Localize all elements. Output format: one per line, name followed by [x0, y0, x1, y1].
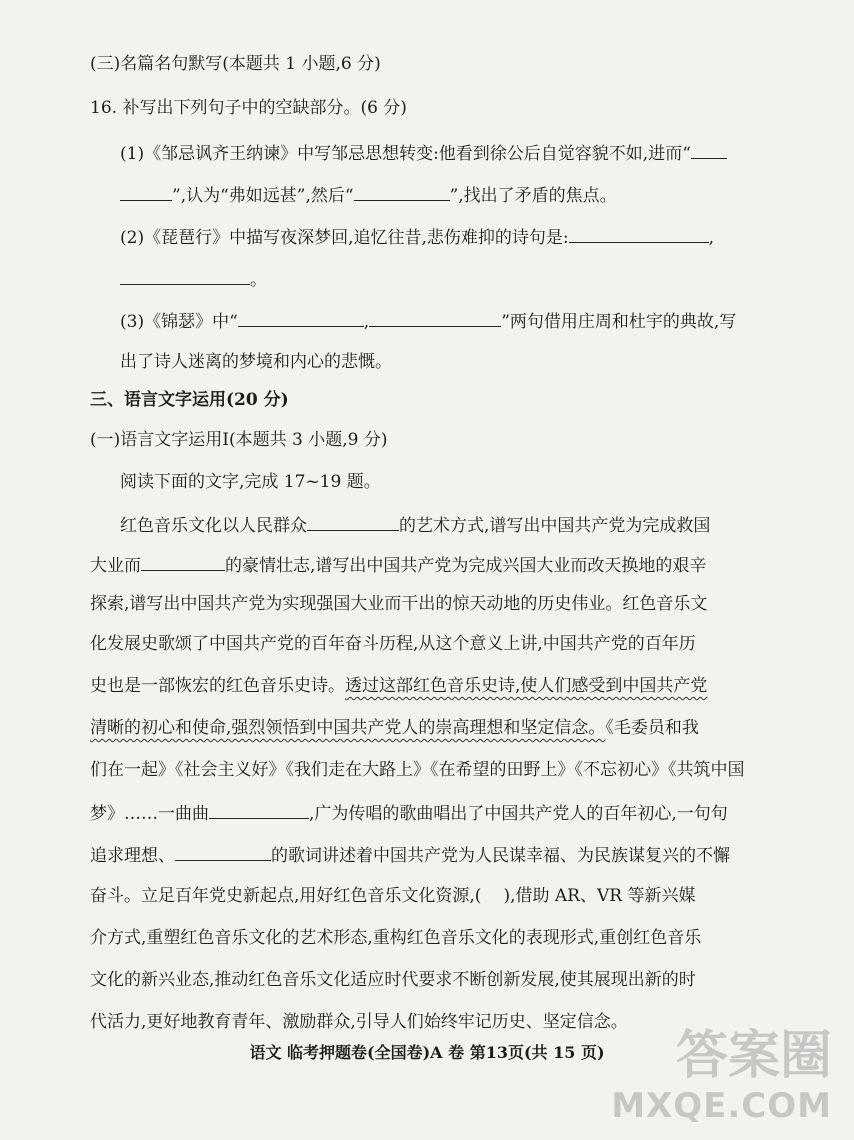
q16-item-1-text-b: ”,认为“弗如远甚”,然后“	[172, 186, 354, 206]
answer-blank[interactable]	[209, 800, 309, 819]
passage-line	[90, 674, 707, 698]
answer-blank[interactable]	[691, 140, 727, 159]
passage-text: 梦》……一曲曲	[90, 804, 209, 824]
q16-item-1-line-1	[120, 140, 727, 166]
passage-text: ,广为传唱的歌曲唱出了中国共产党人的百年初心,一句句	[309, 804, 728, 824]
passage-line: 代活力,更好地教育青年、激励群众,引导人们始终牢记历史、坚定信念。	[90, 1012, 628, 1032]
q16-item-1-text-c: ”,找出了矛盾的焦点。	[449, 186, 617, 206]
answer-blank[interactable]	[175, 842, 271, 861]
passage-line	[90, 884, 695, 908]
answer-blank[interactable]	[120, 182, 172, 201]
q16-item-2-text-b: ,	[708, 228, 715, 248]
answer-blank[interactable]	[369, 308, 501, 327]
answer-blank[interactable]	[307, 512, 399, 531]
answer-blank[interactable]	[120, 266, 250, 285]
passage-text: 大业而	[90, 556, 141, 576]
wavy-underlined-sentence: 清晰的初心和使命,强烈领悟到中国共产党人的崇高理想和坚定信念。	[90, 718, 606, 738]
q16-item-3-line-2: 出了诗人迷离的梦境和内心的悲慨。	[120, 352, 392, 372]
passage-text: 的艺术方式,谱写出中国共产党为完成救国	[399, 516, 711, 536]
site-watermark	[611, 1016, 846, 1134]
passage-text: 奋斗。立足百年党史新起点,用好红色音乐文化资源,(	[90, 886, 482, 906]
question-16-title: 16. 补写出下列句子中的空缺部分。(6 分)	[90, 98, 407, 118]
passage-line: 介方式,重塑红色音乐文化的艺术形态,重构红色音乐文化的表现形式,重创红色音乐	[90, 928, 702, 948]
q16-item-3-text-b: ,	[363, 312, 370, 332]
q16-item-2-text-a: (2)《琵琶行》中描写夜深梦回,追忆往昔,悲伤难抑的诗句是:	[120, 228, 569, 248]
passage-line	[90, 552, 706, 578]
passage-line	[120, 512, 710, 538]
q16-item-2-text-c: 。	[250, 270, 267, 290]
passage-line: 们在一起》《社会主义好》《我们走在大路上》《在希望的田野上》《不忘初心》《共筑中国	[90, 760, 745, 780]
section-3-1-heading: (一)语言文字运用Ⅰ(本题共 3 小题,9 分)	[90, 430, 388, 450]
q16-item-2-line-2	[120, 266, 267, 292]
passage-text: 追求理想、	[90, 846, 175, 866]
q16-item-3-line-1	[120, 308, 736, 334]
passage-line: 探索,谱写出中国共产党为实现强国大业而干出的惊天动地的历史伟业。红色音乐文	[90, 594, 708, 614]
q16-item-3-text-a: (3)《锦瑟》中“	[120, 312, 238, 332]
answer-blank[interactable]	[354, 182, 450, 201]
section-3-heading: 三、语言文字运用(20 分)	[90, 390, 289, 410]
passage-text: 史也是一部恢宏的红色音乐史诗。	[90, 676, 345, 696]
wavy-underlined-sentence: 透过这部红色音乐史诗,使人们感受到中国共产党	[345, 676, 708, 696]
q16-item-2-line-1	[120, 224, 714, 250]
passage-text: ),借助 AR、VR 等新兴媒	[503, 886, 696, 906]
passage-line: 化发展史歌颂了中国共产党的百年奋斗历程,从这个意义上讲,中国共产党的百年历	[90, 634, 696, 654]
passage-text: 红色音乐文化以人民群众	[120, 516, 307, 536]
q16-item-1-line-2	[120, 182, 617, 208]
passage-line	[90, 800, 728, 826]
page-footer: 语文 临考押题卷(全国卷)A 卷 第13页(共 15 页)	[249, 1043, 605, 1062]
answer-blank[interactable]	[569, 224, 709, 243]
passage-text: 的歌词讲述着中国共产党为人民谋幸福、为民族谋复兴的不懈	[271, 846, 730, 866]
answer-blank[interactable]	[141, 552, 225, 571]
passage-line	[90, 716, 699, 740]
passage-text: 《毛委员和我	[605, 718, 699, 738]
section-3-subheading: (三)名篇名句默写(本题共 1 小题,6 分)	[90, 54, 381, 74]
q16-item-1-text-a: (1)《邹忌讽齐王纳谏》中写邹忌思想转变:他看到徐公后自觉容貌不如,进而“	[120, 144, 691, 164]
watermark-url: MXQE.COM	[611, 1086, 832, 1126]
passage-line: 文化的新兴业态,推动红色音乐文化适应时代要求不断创新发展,使其展现出新的时	[90, 970, 696, 990]
reading-instruction: 阅读下面的文字,完成 17~19 题。	[120, 472, 381, 492]
passage-text: 的豪情壮志,谱写出中国共产党为完成兴国大业而改天换地的艰辛	[225, 556, 707, 576]
answer-blank[interactable]	[238, 308, 364, 327]
passage-line	[90, 842, 730, 868]
q16-item-3-text-c: ”两句借用庄周和杜宇的典故,写	[501, 312, 737, 332]
watermark-logo: 答案圈	[675, 1026, 832, 1086]
